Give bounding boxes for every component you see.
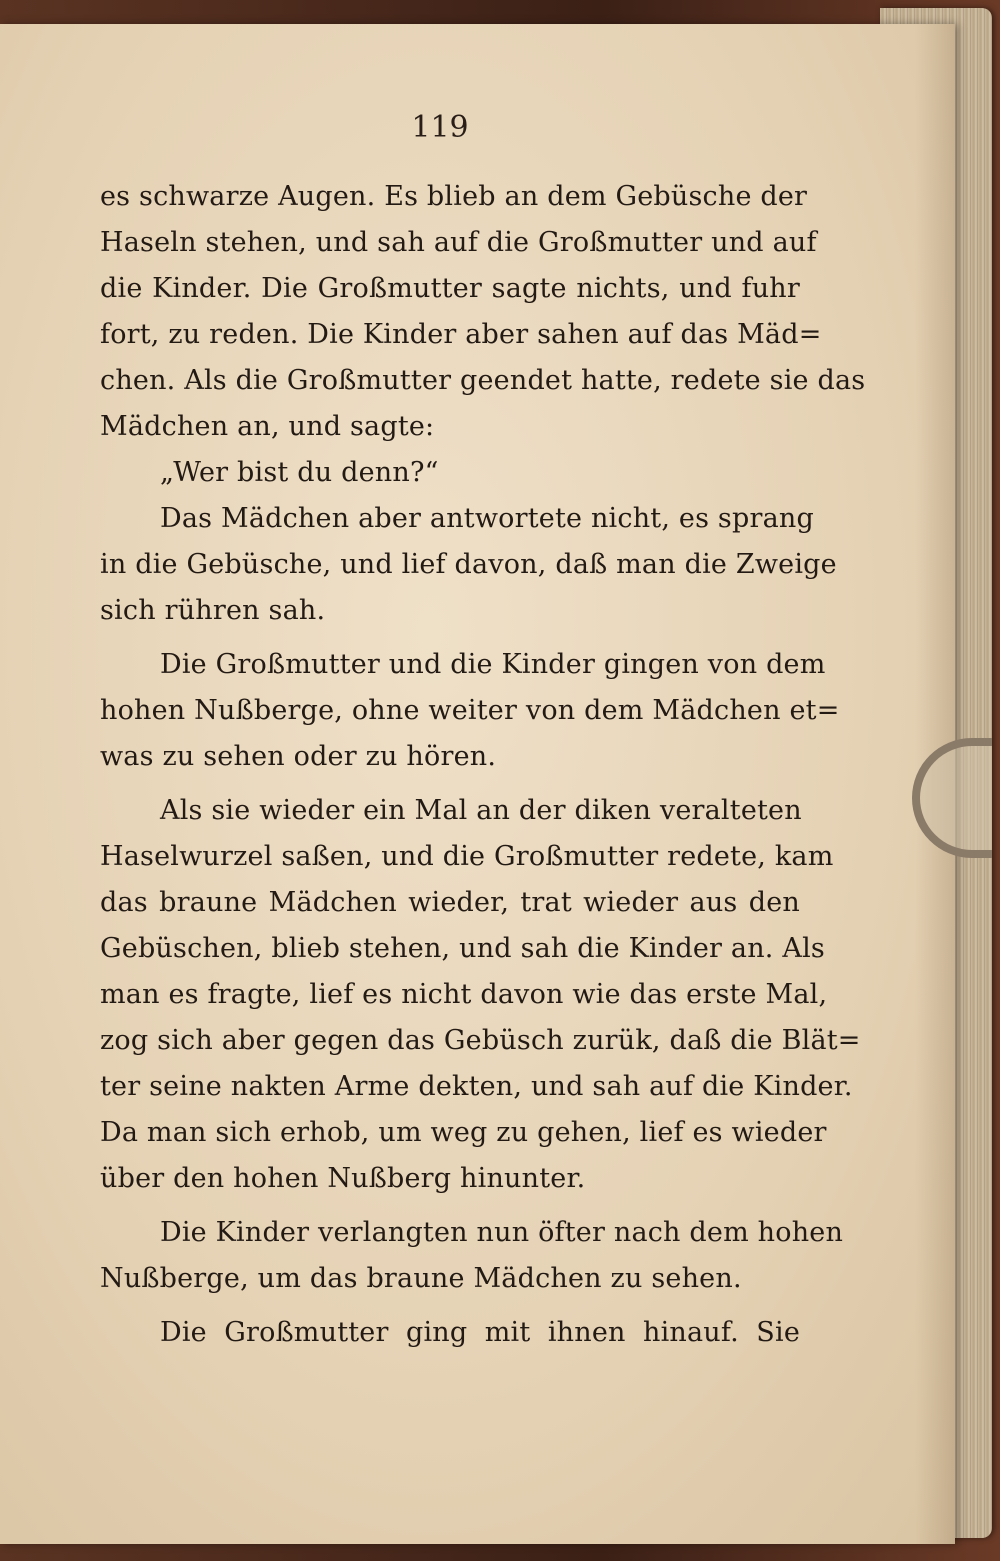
text-line: das braune Mädchen wieder, trat wieder aus den <box>100 887 800 918</box>
text-line: Haseln stehen, und sah auf die Großmutter und auf <box>100 227 817 258</box>
text-line: was zu sehen oder zu hören. <box>100 741 497 772</box>
text-line: Die Kinder verlangten nun öfter nach dem hohen <box>160 1217 844 1248</box>
text-line: fort, zu reden. Die Kinder aber sahen auf das Mäd= <box>100 319 822 350</box>
text-line: man es fragte, lief es nicht davon wie das erste Mal, <box>100 979 828 1010</box>
text-line: zog sich aber gegen das Gebüsch zurük, daß die Blät= <box>100 1025 861 1056</box>
text-line: Haselwurzel saßen, und die Großmutter redete, kam <box>100 841 834 872</box>
text-line: „Wer bist du denn?“ <box>160 457 439 488</box>
text-line: Nußberge, um das braune Mädchen zu sehen. <box>100 1263 742 1294</box>
text-line: ter seine nakten Arme dekten, und sah auf die Kinder. <box>100 1071 853 1102</box>
text-line: chen. Als die Großmutter geendet hatte, redete sie das <box>100 365 866 396</box>
text-line: Da man sich erhob, um weg zu gehen, lief es wieder <box>100 1117 827 1148</box>
text-line: Mädchen an, und sagte: <box>100 411 435 442</box>
text-line: Die Großmutter ging mit ihnen hinauf. Sie <box>160 1317 800 1348</box>
book-page <box>0 24 955 1544</box>
text-line: Die Großmutter und die Kinder gingen von dem <box>160 649 826 680</box>
text-line: sich rühren sah. <box>100 595 326 626</box>
text-line: in die Gebüsche, und lief davon, daß man die Zweige <box>100 549 837 580</box>
text-line: über den hohen Nußberg hinunter. <box>100 1163 586 1194</box>
text-line: die Kinder. Die Großmutter sagte nichts, und fuhr <box>100 273 800 304</box>
text-block <box>100 174 866 1356</box>
text-line: es schwarze Augen. Es blieb an dem Gebüsche der <box>100 181 808 212</box>
text-line: Das Mädchen aber antwortete nicht, es sprang <box>160 503 814 534</box>
text-line: Gebüschen, blieb stehen, und sah die Kinder an. Als <box>100 933 825 964</box>
text-line: Als sie wieder ein Mal an der diken veralteten <box>160 795 802 826</box>
text-line: hohen Nußberge, ohne weiter von dem Mädchen et= <box>100 695 840 726</box>
page-number: 119 <box>411 110 469 145</box>
